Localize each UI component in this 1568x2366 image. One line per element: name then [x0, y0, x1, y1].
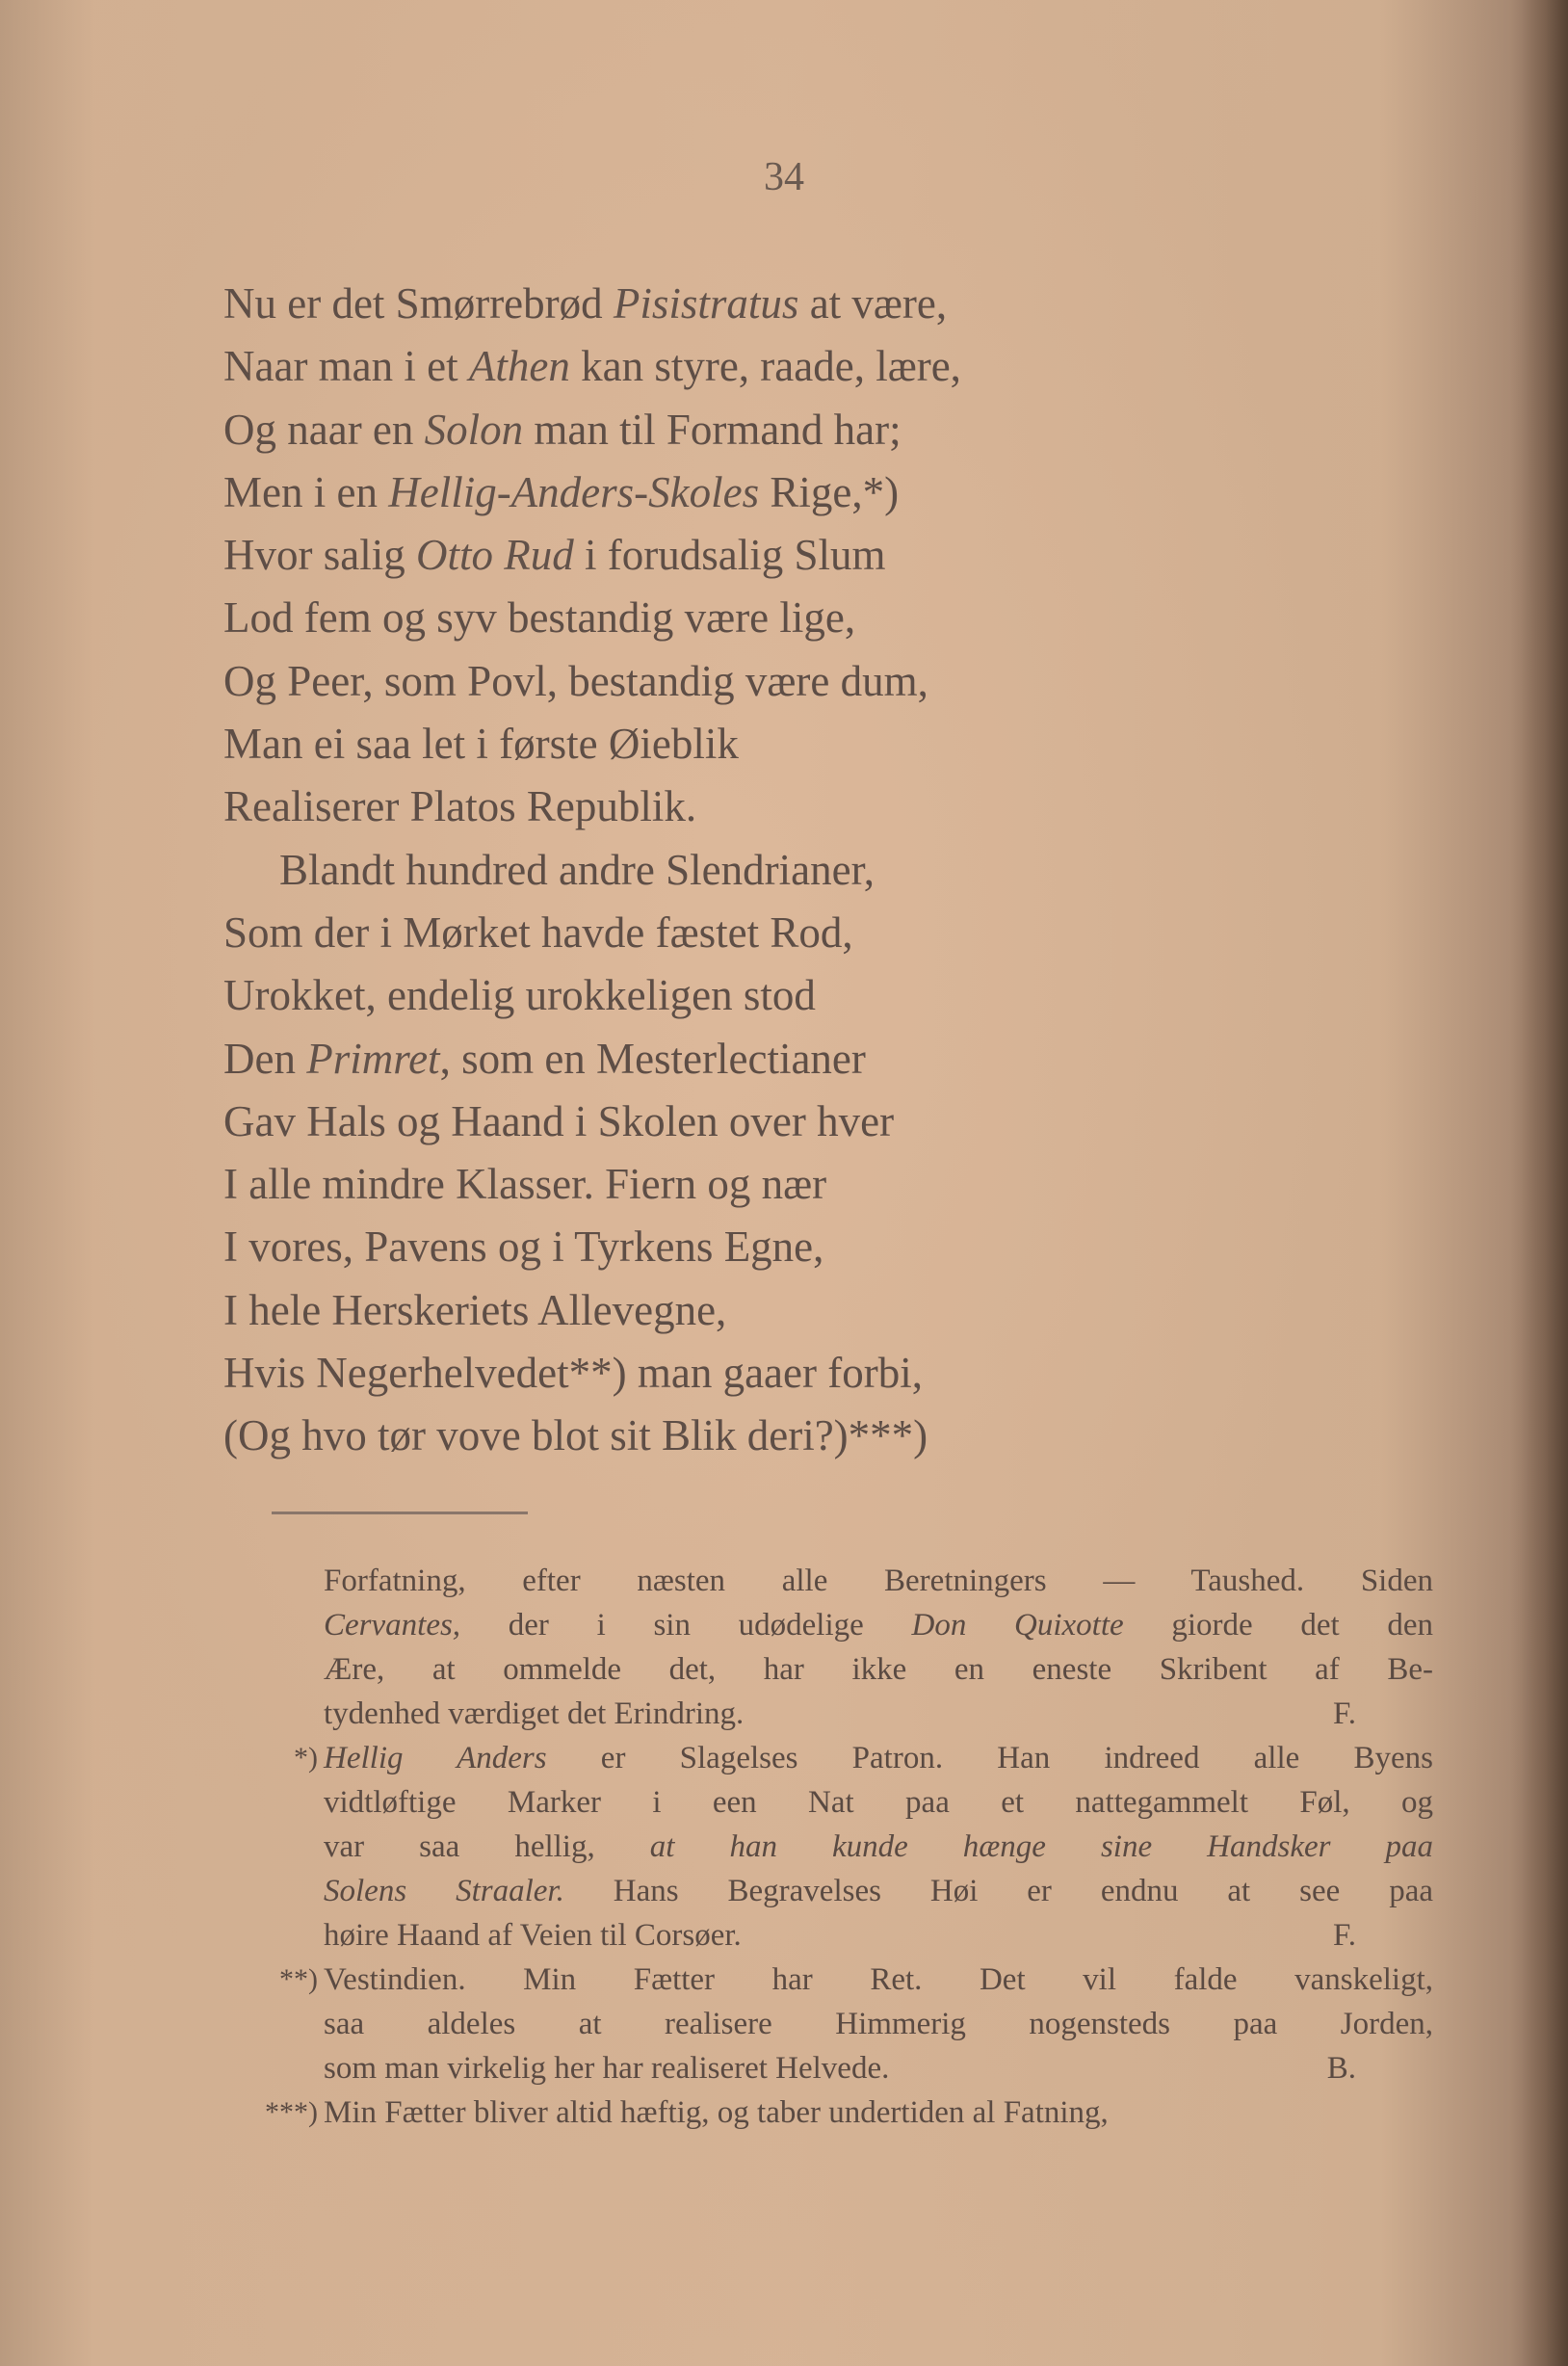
- text-segment: I alle mindre Klasser. Fiern og nær: [223, 1160, 827, 1209]
- text-segment: I hele Herskeriets Allevegne,: [223, 1285, 727, 1334]
- text-segment: Hvis Negerhelvedet**) man gaaer forbi,: [223, 1349, 923, 1398]
- text-segment: Naar man i et: [223, 342, 469, 391]
- text-segment: tydenhed værdiget det Erindring.: [324, 1696, 745, 1731]
- text-segment: Vestindien. Min Fætter har Ret. Det vil falde vanskeligt,: [324, 1962, 1433, 1997]
- poem-line: [223, 399, 1360, 461]
- page-edge-shadow: [1510, 0, 1568, 2366]
- text-segment: var saa hellig,: [324, 1829, 650, 1864]
- text-segment: Hans Begravelses Høi er endnu at see paa: [563, 1874, 1433, 1908]
- footnote-line: [324, 1780, 1433, 1825]
- footnote-line: [324, 2046, 1433, 2090]
- footnote-line: [324, 1647, 1433, 1692]
- text-segment: Lod fem og syv bestandig være lige,: [223, 593, 856, 643]
- text-segment: Hvor salig: [223, 531, 416, 580]
- text-segment: Blandt hundred andre Slendrianer,: [279, 845, 875, 894]
- text-segment: høire Haand af Veien til Corsøer.: [324, 1918, 742, 1953]
- text-segment: Rige,*): [759, 467, 900, 516]
- page-number: 34: [764, 155, 804, 199]
- italic-text: Cervantes,: [324, 1608, 461, 1643]
- poem-line: [223, 1153, 1360, 1216]
- text-segment: man til Formand har;: [523, 405, 902, 454]
- text-segment: Gav Hals og Haand i Skolen over hver: [223, 1096, 895, 1145]
- italic-text: Don Quixotte: [911, 1608, 1124, 1643]
- poem-line: [223, 1405, 1360, 1467]
- text-segment: er Slagelses Patron. Han indreed alle Byens: [546, 1741, 1433, 1775]
- text-segment: I vores, Pavens og i Tyrkens Egne,: [223, 1222, 824, 1272]
- text-segment: giorde det den: [1123, 1608, 1433, 1643]
- text-segment: Forfatning, efter næsten alle Beretningers — Taushed. Siden: [324, 1564, 1433, 1598]
- footnote-line: [324, 1825, 1433, 1869]
- footnote-line: [324, 1603, 1433, 1647]
- poem-line: [223, 1216, 1360, 1278]
- poem-line: [223, 1342, 1360, 1405]
- footnotes: [265, 1559, 1433, 2135]
- poem-line: [223, 713, 1360, 776]
- footnote: [279, 1958, 1433, 2090]
- footnote: [324, 1559, 1433, 1736]
- footnote-line: [324, 1913, 1433, 1958]
- italic-text: at han kunde hænge sine Handsker paa: [649, 1829, 1433, 1864]
- text-segment: i forudsalig Slum: [573, 531, 886, 580]
- italic-text: Otto Rud: [415, 531, 574, 580]
- italic-text: Primret: [306, 1034, 440, 1083]
- text-segment: kan styre, raade, lære,: [569, 342, 961, 391]
- text-segment: Men i en: [223, 467, 389, 516]
- text-segment: , som en Mesterlectianer: [439, 1034, 866, 1083]
- footnote-line: [324, 2002, 1433, 2046]
- text-segment: Og naar en: [223, 405, 425, 454]
- footnote-signature: F.: [1333, 1918, 1356, 1953]
- footnote-signature: F.: [1333, 1696, 1356, 1731]
- text-segment: (Og hvo tør vove blot sit Blik deri?)***): [223, 1411, 928, 1460]
- poem-line: [223, 902, 1360, 964]
- text-segment: der i sin udødelige: [460, 1608, 912, 1643]
- text-segment: Ære, at ommelde det, har ikke en eneste Skribent af Be-: [324, 1652, 1433, 1687]
- italic-text: Hellig Anders: [324, 1741, 547, 1775]
- footnote-line: [324, 1559, 1433, 1603]
- footnote-marker: *): [294, 1742, 318, 1774]
- italic-text: Hellig-Anders-Skoles: [388, 467, 760, 516]
- text-segment: Man ei saa let i første Øieblik: [223, 720, 739, 769]
- poem-line: [223, 587, 1360, 649]
- footnote-line: [324, 1692, 1433, 1736]
- poem-body: [223, 273, 1360, 1468]
- text-segment: Nu er det Smørrebrød: [223, 279, 614, 328]
- poem-line: [223, 461, 1360, 524]
- poem-line: [223, 650, 1360, 713]
- text-segment: Som der i Mørket havde fæstet Rod,: [223, 907, 853, 957]
- footnote-line: [324, 1958, 1433, 2002]
- footnote: [265, 2090, 1433, 2135]
- poem-line: [223, 335, 1360, 398]
- footnote-divider: [272, 1512, 528, 1514]
- italic-text: Pisistratus: [613, 279, 799, 328]
- italic-text: Solens Straaler.: [324, 1874, 564, 1908]
- footnote-marker: **): [279, 1963, 318, 1995]
- footnote-line: [324, 1869, 1433, 1913]
- text-segment: saa aldeles at realisere Himmerig nogensteds paa Jorden,: [324, 2007, 1433, 2041]
- poem-line: [223, 776, 1360, 838]
- text-segment: vidtløftige Marker i een Nat paa et nattegammelt Føl, og: [324, 1785, 1433, 1820]
- footnote-line: [324, 2090, 1433, 2135]
- text-segment: som man virkelig her har realiseret Helvede.: [324, 2051, 890, 2086]
- footnote: [294, 1736, 1433, 1958]
- text-segment: Min Fætter bliver altid hæftig, og taber undertiden al Fatning,: [324, 2095, 1109, 2130]
- text-segment: at være,: [798, 279, 948, 328]
- footnote-signature: B.: [1326, 2051, 1356, 2086]
- text-segment: Urokket, endelig urokkeligen stod: [223, 971, 816, 1020]
- poem-line: [223, 1279, 1360, 1342]
- text-segment: Den: [223, 1034, 307, 1083]
- text-segment: Og Peer, som Povl, bestandig være dum,: [223, 656, 928, 705]
- poem-line: [223, 839, 1360, 902]
- italic-text: Athen: [468, 342, 570, 391]
- text-segment: Realiserer Platos Republik.: [223, 782, 697, 831]
- italic-text: Solon: [424, 405, 524, 454]
- poem-line: [223, 1091, 1360, 1153]
- poem-line: [223, 964, 1360, 1027]
- footnote-marker: ***): [265, 2096, 318, 2128]
- poem-line: [223, 273, 1360, 335]
- poem-line: [223, 1028, 1360, 1091]
- poem-line: [223, 524, 1360, 587]
- footnote-line: [324, 1736, 1433, 1780]
